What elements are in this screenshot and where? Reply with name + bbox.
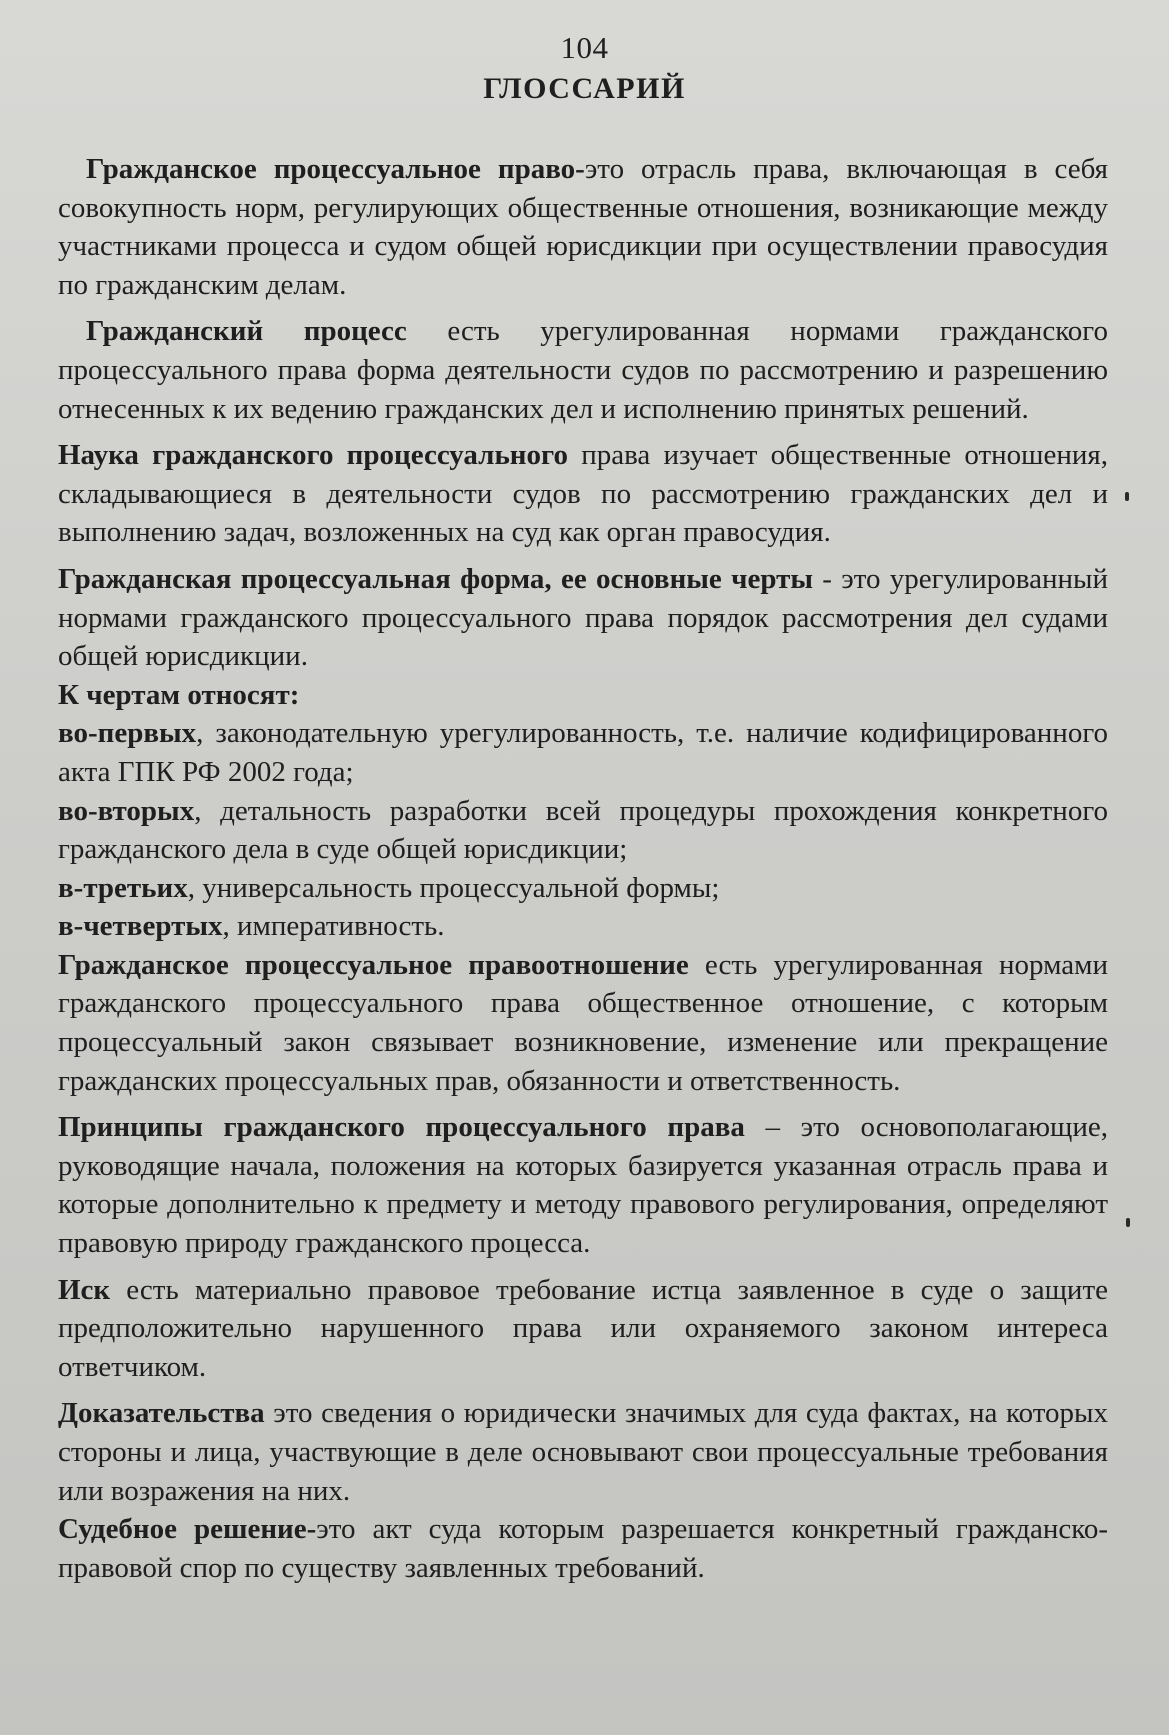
entry-term: Наука гражданского процессуального bbox=[58, 439, 568, 472]
entry-definition: – это основополагающие, руководящие начала, положения на которых базируется указанная отрасль права и которые дополнительно к предмету и методу правового регулирования, определяют правовую природу гражданского процесса. bbox=[58, 1111, 1108, 1260]
feature-item bbox=[58, 869, 1108, 908]
entry-definition: есть урегулированная нормами гражданского процессуального права общественное отношение, с которым процессуальный закон связывает возникновение, изменение или прекращение гражданских процессуальных прав, обязанности и ответственность. bbox=[58, 948, 1108, 1097]
features-heading-text: К чертам относят: bbox=[58, 678, 300, 711]
feature-text: , детальность разработки всей процедуры прохождения конкретного гражданского дела в суде общей юрисдикции; bbox=[58, 794, 1108, 866]
entry-term: Гражданское процессуальное правоотношение bbox=[58, 948, 689, 981]
feature-term: в-третьих bbox=[58, 871, 188, 904]
glossary-entry-procedural-form bbox=[58, 560, 1108, 676]
entry-term: Иск bbox=[58, 1273, 111, 1306]
feature-item bbox=[58, 792, 1108, 869]
entry-term: Гражданская процессуальная форма, ее основные черты bbox=[58, 562, 813, 595]
paper-speck bbox=[1125, 492, 1129, 501]
entry-definition: права изучает общественные отношения, складывающиеся в деятельности судов по рассмотрению гражданских дел и выполнению задач, возложенных на суд как орган правосудия. bbox=[58, 439, 1108, 549]
glossary-entry-civil-procedural-law bbox=[58, 150, 1108, 304]
feature-term: во-первых bbox=[58, 717, 197, 750]
glossary-entry-procedural-relationship bbox=[58, 946, 1108, 1100]
glossary-entry-principles bbox=[58, 1108, 1108, 1262]
entry-definition: это акт суда которым разрешается конкретный гражданско- правовой спор по существу заявленных требований. bbox=[58, 1513, 1108, 1584]
feature-term: во-вторых bbox=[58, 794, 195, 827]
page-title: ГЛОССАРИЙ bbox=[483, 72, 686, 105]
feature-item bbox=[58, 907, 1108, 946]
entry-term: Принципы гражданского процессуального права bbox=[58, 1111, 745, 1144]
feature-term: в-четвертых bbox=[58, 910, 223, 943]
entry-term: Гражданский процесс bbox=[86, 315, 407, 348]
entry-term: Гражданское процессуальное право- bbox=[86, 153, 585, 185]
page-number: 104 bbox=[560, 30, 609, 65]
feature-item bbox=[58, 714, 1108, 791]
entry-definition: есть урегулированная нормами гражданского процессуального права форма деятельности судов по рассмотрению и разрешению отнесенных к их ведению гражданских дел и исполнению принятых решений. bbox=[58, 315, 1108, 425]
glossary-entry-evidence bbox=[58, 1394, 1108, 1510]
entry-definition: есть материально правовое требование истца заявленное в суде о защите предположительно нарушенного права или охраняемого законом интереса ответчиком. bbox=[58, 1273, 1108, 1383]
features-heading bbox=[58, 676, 1108, 715]
entry-term: Доказательства bbox=[58, 1397, 265, 1430]
glossary-entry-claim bbox=[58, 1271, 1108, 1387]
feature-text: , императивность. bbox=[222, 910, 445, 943]
glossary-entry-court-decision bbox=[58, 1510, 1108, 1587]
entry-definition: это отрасль права, включающая в себя совокупность норм, регулирующих общественные отношения, возникающие между участниками процесса и судом общей юрисдикции при осуществлении правосудия по гражданским делам. bbox=[58, 153, 1108, 301]
feature-text: , универсальность процессуальной формы; bbox=[187, 871, 720, 904]
entry-term: Судебное решение- bbox=[58, 1513, 317, 1546]
glossary-entry-civil-process bbox=[58, 312, 1108, 428]
glossary-entry-science-of-procedural-law bbox=[58, 436, 1108, 552]
entry-definition: это сведения о юридически значимых для суда фактах, на которых стороны и лица, участвующие в деле основывают свои процессуальные требования или возражения на них. bbox=[58, 1397, 1108, 1507]
entry-definition: - это урегулированный нормами гражданского процессуального права порядок рассмотрения дел судами общей юрисдикции. bbox=[58, 562, 1109, 673]
feature-text: , законодательную урегулированность, т.е. наличие кодифицированного акта ГПК РФ 2002 года; bbox=[58, 717, 1108, 788]
glossary-body bbox=[58, 150, 1108, 1587]
paper-speck bbox=[1126, 1218, 1130, 1227]
